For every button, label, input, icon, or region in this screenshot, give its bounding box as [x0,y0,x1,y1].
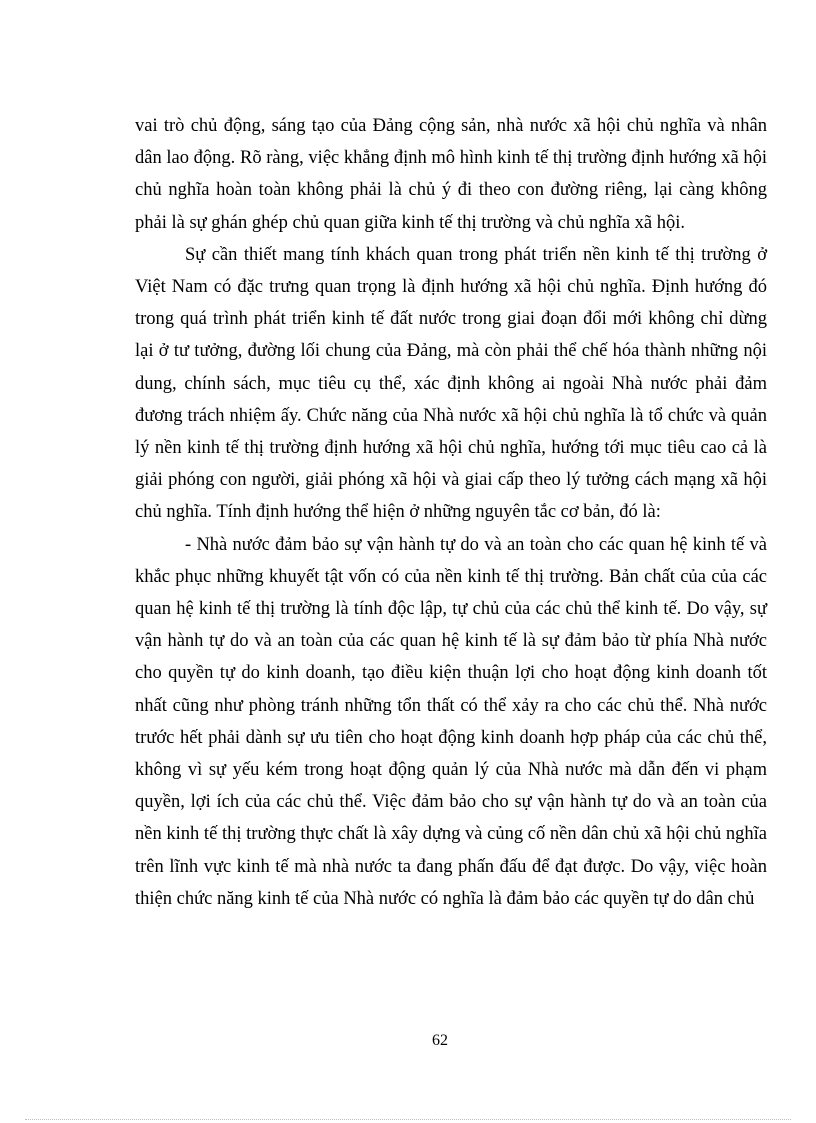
page-bottom-divider [25,1119,791,1120]
page-body [135,110,767,915]
paragraph-1: vai trò chủ động, sáng tạo của Đảng cộng sản, nhà nước xã hội chủ nghĩa và nhân dân lao động. Rõ ràng, việc khẳng định mô hình kinh tế thị trường định hướng xã hội chủ nghĩa hoàn toàn không phải là chủ ý đi theo con đường riêng, lại càng không phải là sự ghán ghép chủ quan giữa kinh tế thị trường và chủ nghĩa xã hội. [135,116,767,233]
page-number: 62 [432,1032,448,1049]
paragraph-3: - Nhà nước đảm bảo sự vận hành tự do và an toàn cho các quan hệ kinh tế và khắc phục những khuyết tật vốn có của nền kinh tế thị trường. Bản chất của của các quan hệ kinh tế thị trường là tính độc lập, tự chủ của các chủ thể kinh tế. Do vậy, sự vận hành tự do và an toàn của các quan hệ kinh tế là sự đảm bảo từ phía Nhà nước cho quyền tự do kinh doanh, tạo điều kiện thuận lợi cho hoạt động kinh doanh tốt nhất cũng như phòng tránh những tổn thất có thể xảy ra cho các chủ thể. Nhà nước trước hết phải dành sự ưu tiên cho hoạt động kinh doanh hợp pháp của các chủ thể, không vì sự yếu kém trong hoạt động quản lý của Nhà nước mà dẫn đến vi phạm quyền, lợi ích của các chủ thể. Việc đảm bảo cho sự vận hành tự do và an toàn của nền kinh tế thị trường thực chất là xây dựng và củng cố nền dân chủ xã hội chủ nghĩa trên lĩnh vực kinh tế mà nhà nước ta đang phấn đấu để đạt được. Do vậy, việc hoàn thiện chức năng kinh tế của Nhà nước có nghĩa là đảm bảo các quyền tự do dân chủ [135,534,767,909]
paragraph-2: Sự cần thiết mang tính khách quan trong phát triển nền kinh tế thị trường ở Việt Nam có đặc trưng quan trọng là định hướng xã hội chủ nghĩa. Định hướng đó trong quá trình phát triển kinh tế đất nước trong giai đoạn đổi mới không chỉ dừng lại ở tư tưởng, đường lối chung của Đảng, mà còn phải thể chế hóa thành những nội dung, chính sách, mục tiêu cụ thể, xác định không ai ngoài Nhà nước phải đảm đương trách nhiệm ấy. Chức năng của Nhà nước xã hội chủ nghĩa là tổ chức và quản lý nền kinh tế thị trường định hướng xã hội chủ nghĩa, hướng tới mục tiêu cao cả là giải phóng con người, giải phóng xã hội và giai cấp theo lý tưởng cách mạng xã hội chủ nghĩa. Tính định hướng thể hiện ở những nguyên tắc cơ bản, đó là: [135,244,767,523]
